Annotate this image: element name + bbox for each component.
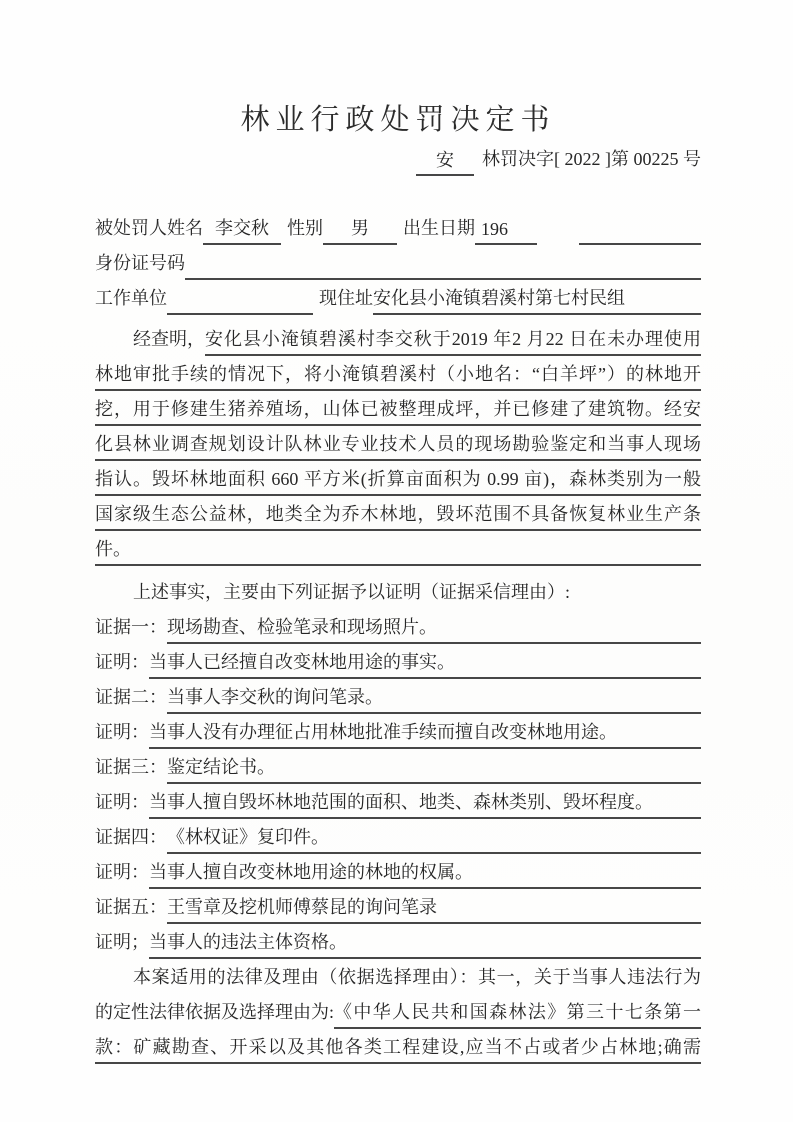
findings-lead: 经查明，: [133, 329, 205, 349]
findings-line: [95, 496, 701, 531]
findings-line: [95, 461, 701, 496]
evidence-value: 当事人的违法主体资格。: [149, 928, 701, 959]
evidence-row: [95, 889, 701, 924]
birth-date-label: 出生日期: [403, 218, 475, 238]
findings-line-text: 国家级生态公益林，地类全为乔木林地，毁坏范围不具备恢复林业生产条: [95, 500, 701, 531]
id-number-label: 身份证号码: [95, 253, 185, 273]
evidence-value: 《林权证》复印件。: [167, 823, 701, 854]
findings-section: [95, 321, 701, 566]
findings-line-text: 挖，用于修建生猪养殖场，山体已被整理成坪，并已修建了建筑物。经安: [95, 395, 701, 426]
evidence-value: 当事人擅自改变林地用途的林地的权属。: [149, 858, 701, 889]
evidence-row: [95, 924, 701, 959]
law-line-1-text: 本案适用的法律及理由（依据选择理由）：其一，关于当事人违法行为: [133, 967, 701, 987]
evidence-row: [95, 609, 701, 644]
evidence-label: 证明：: [95, 652, 149, 672]
findings-line: [95, 391, 701, 426]
evidence-row: [95, 819, 701, 854]
findings-body-lines: [95, 356, 701, 531]
findings-line: [95, 356, 701, 391]
work-unit-value: [167, 305, 313, 315]
evidence-row: [95, 854, 701, 889]
birth-blank-line: [579, 235, 701, 245]
id-number-row: [95, 245, 701, 280]
findings-trailing-rule: [131, 556, 701, 566]
document-number-line: [95, 146, 701, 176]
doc-number-serial: 林罚决字[ 2022 ]第 00225 号: [482, 149, 701, 169]
gender-value: 男: [323, 214, 397, 245]
id-number-value: [185, 270, 701, 280]
evidence-row: [95, 644, 701, 679]
law-line-3-underlined: 款：矿藏勘查、开采以及其他各类工程建设,应当不占或者少占林地;确需: [95, 1033, 701, 1064]
evidence-label: 证据三：: [95, 757, 167, 777]
evidence-label: 证据二：: [95, 687, 167, 707]
findings-line-text: 安化县小淹镇碧溪村李交秋于2019 年2 月22 日在未办理使用: [205, 325, 701, 356]
findings-line-text: 化县林业调查规划设计队林业专业技术人员的现场勘验鉴定和当事人现场: [95, 430, 701, 461]
evidence-label: 证据五：: [95, 897, 167, 917]
applicable-law-section: [95, 959, 701, 1064]
name-label: 被处罚人姓名: [95, 218, 203, 238]
evidence-value: 王雪章及挖机师傅蔡昆的询问笔录: [167, 893, 701, 924]
document-title: 林业行政处罚决定书: [240, 104, 556, 136]
evidence-label: 证据一：: [95, 617, 167, 637]
evidence-label: 证明：: [95, 722, 149, 742]
evidence-value: 当事人擅自毁坏林地范围的面积、地类、森林类别、毁坏程度。: [149, 788, 701, 819]
evidence-intro-row: [95, 574, 701, 609]
law-line-2-plain: 的定性法律依据及选择理由为:: [95, 1002, 334, 1022]
evidence-value: 现场勘查、检验笔录和现场照片。: [167, 613, 701, 644]
findings-line-text: 件。: [95, 535, 131, 566]
evidence-value: 当事人已经擅自改变林地用途的事实。: [149, 648, 701, 679]
name-value: 李交秋: [203, 214, 281, 245]
evidence-intro: 上述事实，主要由下列证据予以证明（证据采信理由）:: [133, 582, 570, 602]
birth-date-value: 196: [475, 219, 537, 245]
findings-line-text: 指认。毁坏林地面积 660 平方米(折算亩面积为 0.99 亩)，森林类别为一般: [95, 465, 701, 496]
evidence-row: [95, 784, 701, 819]
party-info-section: [95, 210, 701, 315]
work-address-row: [95, 280, 701, 315]
address-label: 现住址: [319, 288, 373, 308]
doc-number-region-value: 安: [416, 146, 474, 176]
findings-last-line: [95, 531, 701, 566]
identity-row: [95, 210, 701, 245]
evidence-section: [95, 609, 701, 959]
evidence-row: [95, 714, 701, 749]
gender-label: 性别: [287, 218, 323, 238]
evidence-label: 证据四：: [95, 827, 167, 847]
evidence-label: 证明；: [95, 932, 149, 952]
law-line-2: [95, 994, 701, 1029]
law-line-2-underlined: 《中华人民共和国森林法》第三十七条第一: [334, 998, 701, 1029]
findings-line-text: 林地审批手续的情况下，将小淹镇碧溪村（小地名：“白羊坪”）的林地开: [95, 360, 701, 391]
evidence-row: [95, 749, 701, 784]
evidence-label: 证明：: [95, 862, 149, 882]
findings-first-line: [95, 321, 701, 356]
evidence-value: 当事人李交秋的询问笔录。: [167, 683, 701, 714]
law-line-3: [95, 1029, 701, 1064]
evidence-value: 鉴定结论书。: [167, 753, 701, 784]
findings-line: [95, 426, 701, 461]
work-unit-label: 工作单位: [95, 288, 167, 308]
evidence-row: [95, 679, 701, 714]
law-line-1: [95, 959, 701, 994]
evidence-value: 当事人没有办理征占用林地批准手续而擅自改变林地用途。: [149, 718, 701, 749]
evidence-label: 证明：: [95, 792, 149, 812]
address-value: 安化县小淹镇碧溪村第七村民组: [373, 284, 701, 315]
